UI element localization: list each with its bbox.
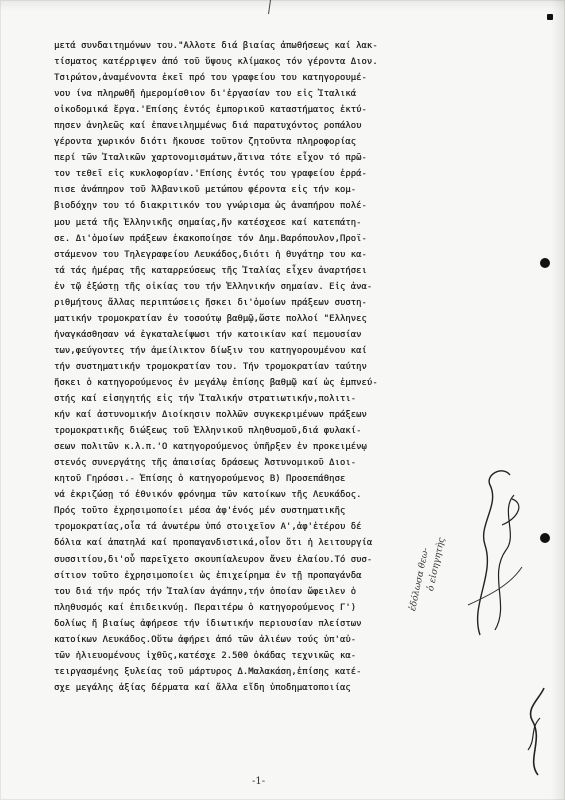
text-line: Τσιρώτον,ἀναμένοντα ἐκεῖ πρό του γραφείου του κατηγορουμέ- bbox=[54, 73, 367, 84]
text-line: πησεν ἀνηλεῶς καί ἐπανειλημμένως διά παρατυχόντος ροπάλου bbox=[54, 121, 362, 132]
text-line: νου ίνα πληρωθῆ ἡμερομίσθιον δι'ἐργασίαν του εἰς Ἰταλικά bbox=[54, 89, 357, 100]
text-line: ἤσκει ὁ κατηγορούμενος ἐν μεγάλῳ ἐπίσης βαθμῷ καί ὡς ἐμπνεύ- bbox=[54, 377, 378, 388]
text-line: οἰκοδομικά ἔργα.'Επίσης ἐντός ἐμπορικοῦ καταστήματος ἐκτύ- bbox=[54, 105, 367, 116]
text-line: τίσματος κατέρριψεν ἀπό τοῦ ὕψους κλίμακος τόν γέροντα Διον. bbox=[54, 57, 378, 68]
text-line: τά τάς ἡμέρας τῆς καταρρεύσεως τῆς Ἰταλίας εἶχεν ἀναρτήσει bbox=[54, 265, 367, 276]
body-text bbox=[54, 38, 490, 696]
text-line: κήν καί ἀστυνομικήν Διοίκησιν πολλῶν συγκεκριμένων πράξεων bbox=[54, 410, 367, 421]
page-top-shadow bbox=[0, 0, 565, 10]
text-line: μου μετά τῆς Ἑλληνικῆς σημαίας,ἥν κατέσχεσε καί κατεπάτη- bbox=[54, 217, 362, 228]
margin-note-1: ἐδόλωσα θεω- bbox=[408, 546, 432, 613]
text-line: ριθμήτους ἄλλας περιπτώσεις ἤσκει δι'ὁμοίων πράξεων συστη- bbox=[54, 297, 367, 308]
text-line: ματικήν τρομοκρατίαν ἐν τοσούτῳ βαθμῷ,ὥστε πολλοί "Ελληνες bbox=[54, 313, 367, 324]
text-line: δόλια καί ἀπατηλά καί προπαγανδιστικά,οἷον ὅτι ἡ λειτουργία bbox=[54, 538, 373, 549]
page-number: -1- bbox=[252, 776, 266, 787]
text-line: τήν συστηματικήν τρομοκρατίαν του. Τήν τρομοκρατίαν ταύτην bbox=[54, 361, 367, 372]
text-line: των,φεύγοντες τήν ἀμείλικτον δίωξιν του κατηγορουμένου καί bbox=[54, 345, 367, 356]
text-line: κητοῦ Γηρόσσι.- Ἐπίσης ὁ κατηγορούμενος Β) Προσεπάθησε bbox=[54, 474, 346, 485]
text-line: τειργασμένης ξυλείας τοῦ μάρτυρος Δ.Μαλακάση,ἐπίσης κατέ- bbox=[54, 666, 362, 677]
text-line: Πρός τοῦτο ἐχρησιμοποίει μέσα ἀφ'ἑνός μέν συστηματικῆς bbox=[54, 506, 346, 517]
text-line: στής καί εἰσηγητής εἰς τήν Ἰταλικήν στρατιωτικήν,πολιτι- bbox=[54, 394, 357, 405]
text-line: κατοίκων Λευκάδος.Οὕτω ἀφήρει ἀπό τῶν ἁλιέων τούς ὑπ'αὐ- bbox=[54, 634, 357, 645]
punch-hole-lower bbox=[540, 533, 550, 543]
text-line: νά ἐκριζώσῃ τό ἐθνικόν φρόνημα τῶν κατοίκων τῆς Λευκάδος. bbox=[54, 490, 362, 501]
text-line: πισε ἀνάπηρον τοῦ Ἀλβανικοῦ μετώπου φέροντα εἰς τήν κομ- bbox=[54, 185, 357, 196]
corner-mark bbox=[547, 14, 553, 20]
page-edge-shadow bbox=[551, 0, 565, 800]
text-line: ἠναγκάσθησαν νά ἐγκαταλείψωσι τήν κατοικίαν καί πεμουσίαν bbox=[54, 329, 362, 340]
text-line: ἐν τῷ ἐξώστῃ τῆς οἰκίας του τήν Ἑλληνικήν σημαίαν. Εἰς ἀνα- bbox=[54, 281, 373, 292]
text-line: βιοδόχην του τό διακριτικόν του γνώρισμα ὡς ἀναπήρου πολέ- bbox=[54, 201, 367, 212]
text-line: σε. Δι'ὁμοίων πράξεων ἐκακοποίησε τόν Δημ.Βαρόπουλον,Προϊ- bbox=[54, 233, 367, 244]
punch-hole-upper bbox=[540, 258, 550, 268]
fold-mark bbox=[268, 0, 281, 14]
text-line: δολίως ἤ βιαίως ἀφήρεσε τήν ἰδιωτικήν περιουσίαν πλείστων bbox=[54, 618, 362, 629]
text-line: γέροντα χωρικόν διότι ἤκουσε τοῦτον ζητοῦντα πληροφορίας bbox=[54, 137, 357, 148]
text-line: στάμενον του Τηλεγραφείου Λευκάδος,διότι ἡ θυγάτηρ του κα- bbox=[54, 249, 367, 260]
margin-note-2: ὁ εἰσηγητὴς bbox=[426, 536, 448, 593]
text-line: συσσιτίου,δι'οὗ παρεῖχετο σκουπίαλευρον ἄνευ ἐλαίου.Τό συσ- bbox=[54, 554, 373, 565]
text-line: πληθυσμός καί ἐπιδεικνύῃ. Περαιτέρω ὁ κατηγορούμενος Γ') bbox=[54, 602, 357, 613]
text-line: στενός συνεργάτης τῆς ἀπαισίας δράσεως Ἀστυνομικοῦ Διοι- bbox=[54, 458, 357, 469]
margin-signature-fragment bbox=[518, 680, 548, 780]
text-line: σχε μεγάλης ἀξίας δέρματα καί ἄλλα εἴδη ὑποδηματοποιίας bbox=[54, 682, 351, 693]
text-line: σίτιον τοῦτο ἐχρησιμοποίει ὡς ἐπιχείρημα ἐν τῇ προπαγάνδα bbox=[54, 570, 362, 581]
handwritten-signature bbox=[440, 455, 530, 655]
text-line: του διά τήν πρός τήν Ἰταλίαν ἀγάπην,τήν ὁποίαν ὤφειλεν ὁ bbox=[54, 586, 357, 597]
text-line: περί τῶν Ἰταλικῶν χαρτονομισμάτων,ἅτινα τότε εἶχον τό πρῶ- bbox=[54, 153, 367, 164]
text-line: τον τεθεῖ εἰς κυκλοφορίαν.'Επίσης ἐντός του γραφείου ἐρρά- bbox=[54, 169, 367, 180]
text-line: τρομοκρατίας,οἷα τά ἀνωτέρω ὑπό στοιχεῖον Α',ἀφ'ἑτέρου δέ bbox=[54, 522, 362, 533]
text-line: μετά συνδαιτημόνων του."Αλλοτε διά βιαίας ἀπωθήσεως καί λακ- bbox=[54, 41, 378, 51]
text-line: σεων πολιτῶν κ.λ.π.'Ο κατηγορούμενος ὑπῆρξεν ἐν προκειμένῳ bbox=[54, 442, 367, 453]
text-line: τῶν ἡλιευομένους ἰχθῦς,κατέσχε 2.500 ὀκάδας τεχνικῶς κα- bbox=[54, 650, 357, 661]
text-line: τρομοκρατικῆς διώξεως τοῦ Ἑλληνικοῦ πληθυσμοῦ,διά φυλακί- bbox=[54, 426, 362, 437]
